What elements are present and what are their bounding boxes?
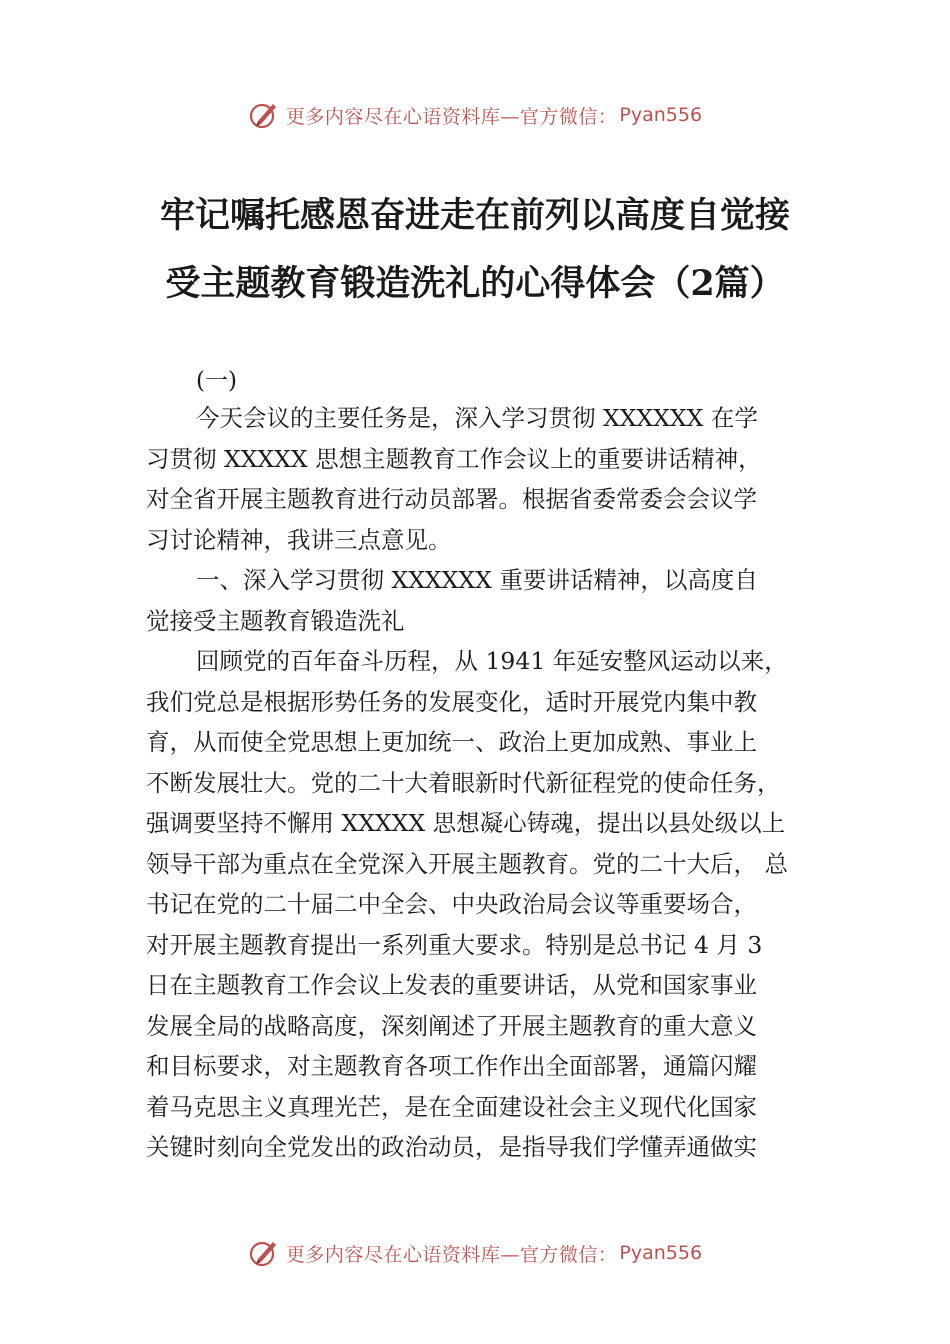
body-line: 不断发展壮大。党的二十大着眼新时代新征程党的使命任务，	[146, 768, 781, 797]
body-line: 今天会议的主要任务是，深入学习贯彻 XXXXXX 在学	[196, 404, 758, 432]
body-line: 一、深入学习贯彻 XXXXXX 重要讲话精神，以高度自	[196, 566, 758, 594]
header-banner	[0, 95, 950, 135]
body-line: 习贯彻 XXXXX 思想主题教育工作会议上的重要讲话精神，	[146, 444, 762, 473]
document-title-line-1: 牢记嘱托感恩奋进走在前列以高度自觉接	[159, 195, 790, 236]
pen-logo-icon	[248, 1237, 280, 1269]
section-marker: (一)	[196, 368, 237, 394]
document-title-line-2: 受主题教育锻造洗礼的心得体会（2篇）	[165, 263, 785, 304]
body-line: 强调要坚持不懈用 XXXXX 思想凝心铸魂，提出以县处级以上	[146, 809, 786, 837]
footer-banner	[0, 1233, 950, 1273]
body-line: 发展全局的战略高度，深刻阐述了开展主题教育的重大意义	[146, 1011, 757, 1040]
body-line: 我们党总是根据形势任务的发展变化，适时开展党内集中教	[146, 687, 757, 716]
body-line: 回顾党的百年奋斗历程，从 1941 年延安整风运动以来，	[196, 647, 788, 675]
banner-wechat-id: Pyan556	[619, 1242, 703, 1264]
body-line: 习讨论精神，我讲三点意见。	[146, 525, 452, 554]
body-line: 着马克思主义真理光芒，是在全面建设社会主义现代化国家	[146, 1092, 757, 1121]
body-line: 和目标要求，对主题教育各项工作作出全面部署，通篇闪耀	[146, 1052, 757, 1080]
body-line: 对开展主题教育提出一系列重大要求。特别是总书记 4 月 3	[146, 930, 763, 959]
body-line: 对全省开展主题教育进行动员部署。根据省委常委会会议学	[146, 485, 757, 513]
banner-text: 更多内容尽在心语资料库—官方微信：	[285, 105, 618, 128]
body-line: 书记在党的二十届二中全会、中央政治局会议等重要场合，	[146, 890, 757, 918]
body-line: 领导干部为重点在全党深入开展主题教育。党的二十大后， 总	[146, 849, 788, 878]
banner-text: 更多内容尽在心语资料库—官方微信：	[285, 1243, 618, 1266]
body-line: 关键时刻向全党发出的政治动员，是指导我们学懂弄通做实	[146, 1133, 757, 1161]
body-text	[146, 398, 836, 1168]
pen-logo-icon	[248, 99, 280, 131]
body-line: 日在主题教育工作会议上发表的重要讲话，从党和国家事业	[146, 971, 757, 999]
banner-wechat-id: Pyan556	[619, 104, 703, 126]
body-line: 育，从而使全党思想上更加统一、政治上更加成熟、事业上	[146, 728, 757, 756]
body-line: 觉接受主题教育锻造洗礼	[146, 606, 405, 635]
